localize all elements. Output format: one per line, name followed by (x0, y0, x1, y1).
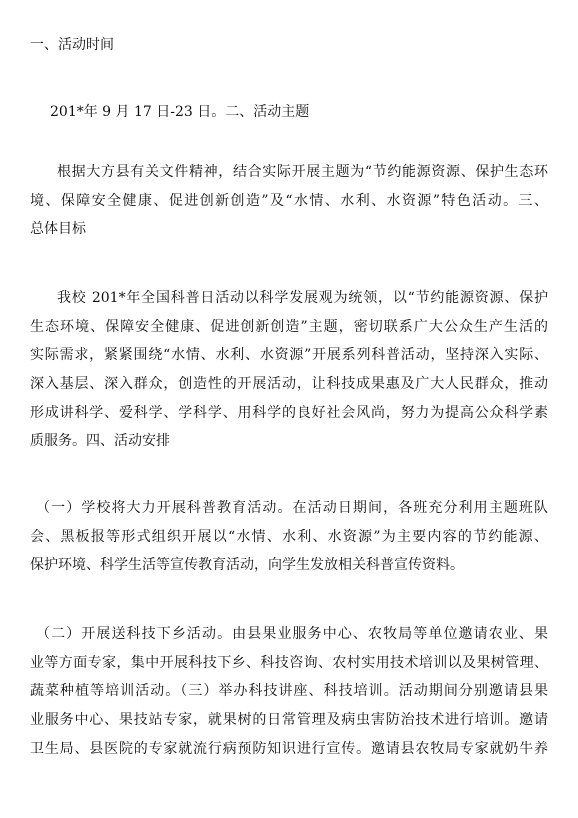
paragraph-line: 会、黑板报等形式组织开展以“水情、水利、水资源”为主要内容的节约能源、 (30, 528, 548, 545)
paragraph-line: （一）学校将大力开展科普教育活动。在活动日期间，各班充分利用主题班队 (36, 500, 548, 516)
paragraph (30, 158, 548, 244)
paragraph-line: （二）开展送科技下乡活动。由县果业服务中心、农牧局等单位邀请农业、果 (36, 626, 548, 642)
paragraph-line: 总体目标 (30, 221, 86, 238)
paragraph-line: 境、保障安全健康、促进创新创造”及“水情、水利、水资源”特色活动。三、 (30, 192, 548, 209)
paragraph-line: 201*年 9 月 17 日-23 日。二、活动主题 (50, 104, 310, 120)
paragraph-line: 业等方面专家，集中开展科技下乡、科技咨询、农村实用技术培训以及果树管理、 (30, 654, 548, 671)
paragraph (30, 494, 548, 580)
paragraph-line: 业服务中心、果技站专家，就果树的日常管理及病虫害防治技术进行培训。邀请 (30, 712, 548, 729)
paragraph-line: 形成讲科学、爱科学、学科学、用科学的良好社会风尚，努力为提高公众科学素 (30, 404, 548, 421)
heading-activity-time (30, 31, 548, 60)
paragraph (30, 284, 548, 456)
paragraph-line: 保护环境、科学生活等宣传教育活动，向学生发放相关科普宣传资料。 (30, 557, 464, 574)
paragraph-line: 我校 201*年全国科普日活动以科学发展观为统领，以“节约能源资源、保护 (57, 290, 548, 306)
paragraph (30, 620, 548, 763)
paragraph (30, 98, 548, 127)
paragraph-line: 卫生局、县医院的专家就流行病预防知识进行宣传。邀请县农牧局专家就奶牛养 (30, 740, 548, 757)
paragraph-line: 根据大方县有关文件精神，结合实际开展主题为“节约能源资源、保护生态环 (57, 164, 548, 180)
paragraph-line: 质服务。四、活动安排 (30, 433, 170, 450)
paragraph-line: 实际需求，紧紧围绕“水情、水利、水资源”开展系列科普活动，坚持深入实际、 (30, 347, 548, 364)
paragraph-line: 一、活动时间 (30, 37, 114, 53)
paragraph-line: 生态环境、保障安全健康、促进创新创造”主题，密切联系广大公众生产生活的 (30, 318, 548, 335)
paragraph-line: 深入基层、深入群众，创造性的开展活动，让科技成果惠及广大人民群众，推动 (30, 376, 548, 393)
paragraph-line: 蔬菜种植等培训活动。（三）举办科技讲座、科技培训。活动期间分别邀请县果 (30, 683, 548, 700)
